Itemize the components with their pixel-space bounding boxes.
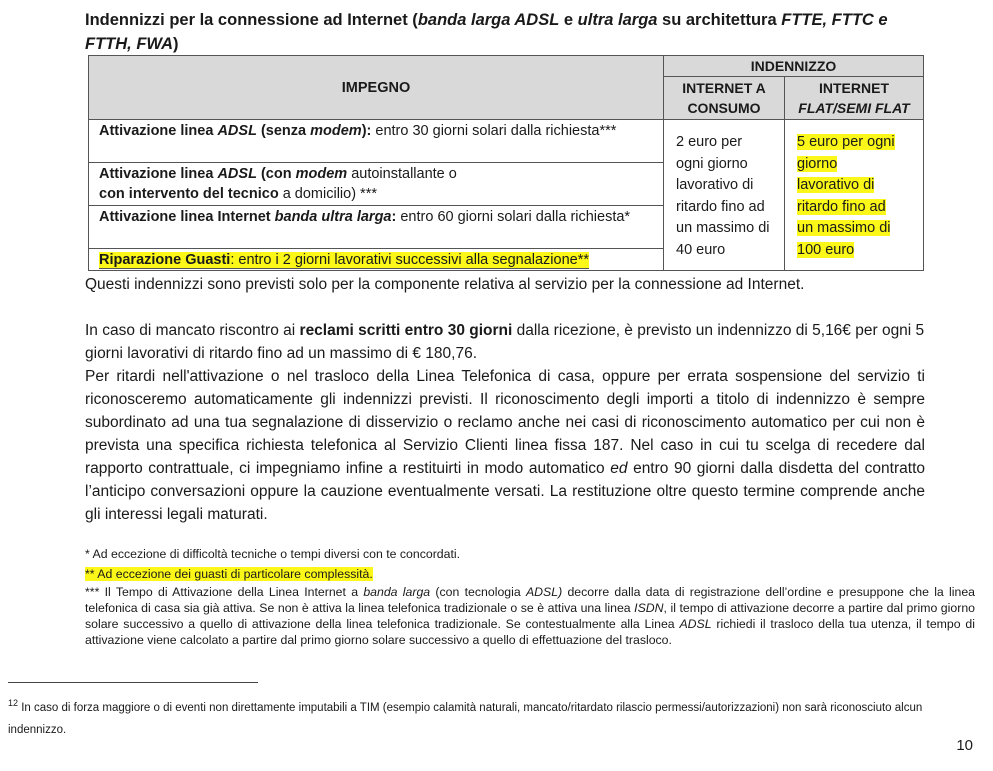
note-asterisk-3: *** Il Tempo di Attivazione della Linea Internet a banda larga (con tecnologia ADSL) decorre dalla data di registrazione dell’ordine e presuppone che la linea telefonica di casa sia già attiva. Se non è attiva la linea telefonica tradizionale o se è attiva una linea ISDN, il tempo di attivazione decorre a partire dal primo giorno solare successivo a quello di attivazione della linea telefonica tradizionale. Se contestualmente alla Linea ADSL richiedi il trasloco della tua utenza, il tempo di attivazione viene calcolato a partire dal primo giorno solare successivo a quello di effettuazione del trasloco. <box>85 585 976 647</box>
page-number: 10 <box>956 737 973 754</box>
footnote-12: $^{12}$ In caso di forza maggiore o di eventi non direttamente imputabili a TIM (esempio calamità naturali, mancato/ritardato rilascio permessi/autorizzazioni) non sarà riconosciuto alcun indennizzo. <box>8 698 923 736</box>
row-adsl-senza-modem: Attivazione linea ADSL (senza modem): entro 30 giorni solari dalla richiesta*** <box>89 120 664 163</box>
row-adsl-con-modem: Attivazione linea ADSL (con modem autoinstallante o con intervento del tecnico a domicilio) *** <box>89 163 664 206</box>
row-ultra-larga: Attivazione linea Internet banda ultra larga: entro 60 giorni solari dalla richiesta* <box>89 206 664 249</box>
paragraph-note-components: Questi indennizzi sono previsti solo per la componente relativa al servizio per la connessione ad Internet. <box>85 276 805 293</box>
header-internet-consumo: INTERNET A CONSUMO <box>664 77 785 120</box>
note-asterisk-1: * Ad eccezione di difficoltà tecniche o tempi diversi con te concordati. <box>85 547 461 561</box>
paragraph-ritardi: Per ritardi nell'attivazione o nel trasloco della Linea Telefonica di casa, oppure per errata sospensione del servizio ti riconosceremo automaticamente gli indennizzi previsti. Il riconoscimento degli importi a titolo di indennizzo è sempre subordinato ad una tua segnalazione di disservizio o reclamo anche nei casi di riconoscimento automatico per cui non è prevista una specifica richiesta telefonica al Servizio Clienti linea fissa 187. Nel caso in cui tu scelga di recedere dal rapporto contrattuale, ci impegniamo infine a restituirti in modo automatico ed entro 90 giorni dalla disdetta del contratto l’anticipo conversazioni oppure la cauzione eventualmente versati. La restituzione oltre questo termine comprende anche gli interessi legali maturati. <box>85 368 925 523</box>
consumo-amount: 2 euro per ogni giorno lavorativo di ritardo fino ad un massimo di 40 euro <box>664 120 785 271</box>
footnote-separator <box>8 682 258 683</box>
paragraph-reclami: In caso di mancato riscontro ai reclami scritti entro 30 giorni dalla ricezione, è previsto un indennizzo di 5,16€ per ogni 5 giorni lavorativi di ritardo fino ad un massimo di € 180,76. <box>85 322 925 362</box>
header-internet-flat: INTERNET FLAT/SEMI FLAT <box>785 77 924 120</box>
indemnity-table <box>88 55 924 271</box>
flat-amount: 5 euro per ogni giorno lavorativo di ritardo fino ad un massimo di 100 euro <box>785 120 924 271</box>
row-riparazione-guasti: Riparazione Guasti: entro i 2 giorni lavorativi successivi alla segnalazione** <box>89 249 664 271</box>
header-indennizzo: INDENNIZZO <box>664 56 924 77</box>
section-title: Indennizzi per la connessione ad Internet (banda larga ADSL e ultra larga su architettura FTTE, FTTC e FTTH, FWA) <box>85 11 888 53</box>
note-asterisk-2: ** Ad eccezione dei guasti di particolare complessità. <box>85 567 373 581</box>
header-impegno: IMPEGNO <box>89 56 664 120</box>
